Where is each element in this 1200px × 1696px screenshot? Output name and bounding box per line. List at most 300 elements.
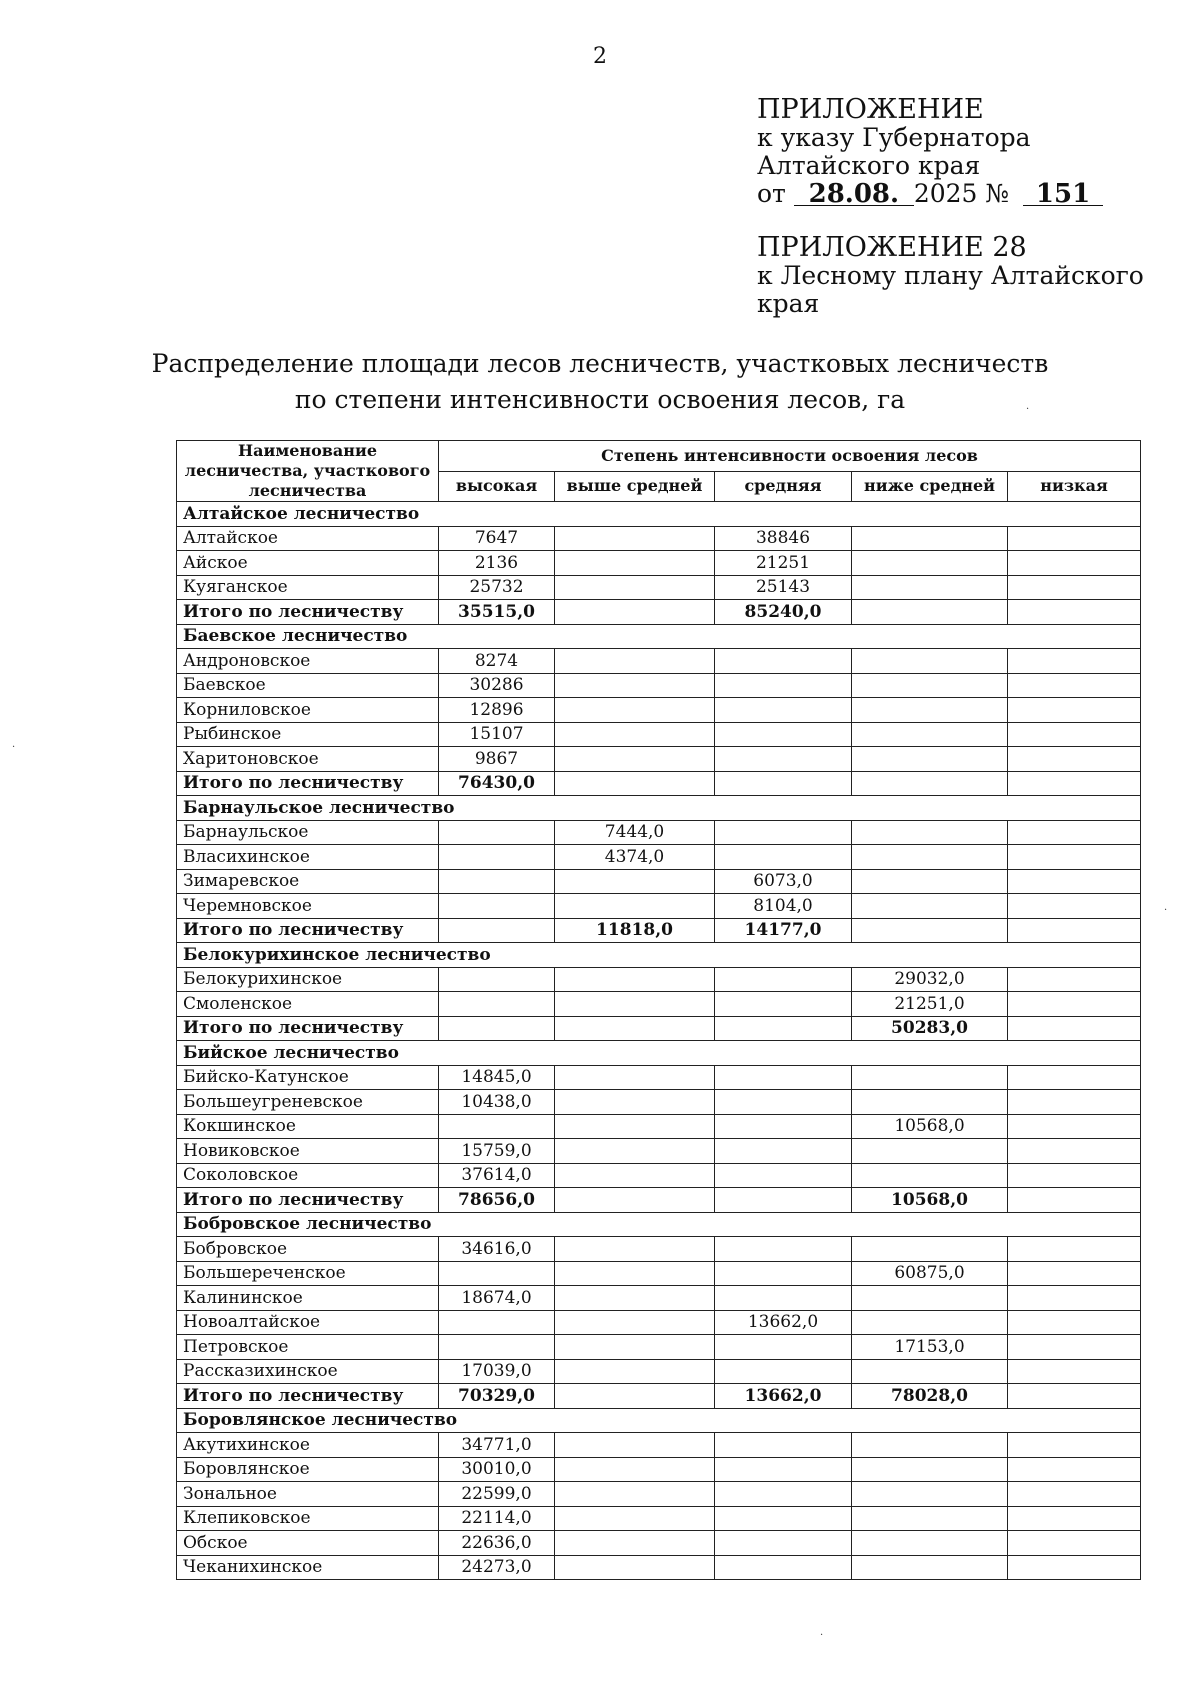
row-name: Корниловское	[177, 698, 439, 723]
scan-speck: ·	[12, 742, 16, 753]
value-cell	[1008, 1016, 1141, 1041]
row-name: Обское	[177, 1531, 439, 1556]
row-name: Баевское	[177, 673, 439, 698]
table-body	[177, 502, 1141, 1580]
forest-intensity-table	[176, 440, 1141, 1580]
section-name: Бобровское лесничество	[177, 1212, 1141, 1237]
value-cell: 78656,0	[439, 1188, 555, 1213]
value-cell	[439, 869, 555, 894]
value-cell	[1008, 649, 1141, 674]
value-cell: 70329,0	[439, 1384, 555, 1409]
value-cell	[852, 551, 1008, 576]
value-cell	[555, 551, 715, 576]
header-col-above-avg: выше средней	[555, 471, 715, 502]
annex28-title: ПРИЛОЖЕНИЕ 28	[757, 232, 1027, 263]
value-cell	[555, 722, 715, 747]
row-name: Итого по лесничеству	[177, 1188, 439, 1213]
value-cell: 17039,0	[439, 1359, 555, 1384]
value-cell: 25732	[439, 575, 555, 600]
value-cell	[1008, 1114, 1141, 1139]
value-cell	[1008, 1384, 1141, 1409]
table-row	[177, 894, 1141, 919]
value-cell: 15759,0	[439, 1139, 555, 1164]
value-cell	[852, 820, 1008, 845]
value-cell	[439, 1335, 555, 1360]
row-name: Айское	[177, 551, 439, 576]
value-cell	[1008, 1090, 1141, 1115]
row-name: Итого по лесничеству	[177, 1384, 439, 1409]
row-name: Черемновское	[177, 894, 439, 919]
value-cell	[852, 1139, 1008, 1164]
value-cell	[715, 1286, 852, 1311]
annex-header	[757, 96, 1157, 318]
value-cell: 24273,0	[439, 1555, 555, 1580]
value-cell	[555, 747, 715, 772]
table-row	[177, 698, 1141, 723]
value-cell: 85240,0	[715, 600, 852, 625]
value-cell: 12896	[439, 698, 555, 723]
value-cell	[555, 1090, 715, 1115]
value-cell: 11818,0	[555, 918, 715, 943]
value-cell: 50283,0	[852, 1016, 1008, 1041]
value-cell	[555, 649, 715, 674]
value-cell	[1008, 1506, 1141, 1531]
section-name: Баевское лесничество	[177, 624, 1141, 649]
value-cell	[852, 1433, 1008, 1458]
decree-date: 28.08.	[794, 183, 914, 206]
table-row	[177, 1482, 1141, 1507]
scan-speck: ·	[1026, 404, 1030, 415]
plan-line-1: к Лесному плану Алтайского	[757, 261, 1144, 290]
value-cell	[715, 1457, 852, 1482]
scan-speck: ·	[820, 1630, 824, 1641]
value-cell: 9867	[439, 747, 555, 772]
value-cell	[439, 992, 555, 1017]
table-row	[177, 649, 1141, 674]
value-cell	[555, 1384, 715, 1409]
row-name: Барнаульское	[177, 820, 439, 845]
value-cell: 21251	[715, 551, 852, 576]
value-cell	[715, 967, 852, 992]
row-name: Кокшинское	[177, 1114, 439, 1139]
value-cell	[555, 575, 715, 600]
value-cell	[1008, 673, 1141, 698]
table-row	[177, 1090, 1141, 1115]
value-cell	[1008, 1139, 1141, 1164]
value-cell: 14177,0	[715, 918, 852, 943]
row-name: Андроновское	[177, 649, 439, 674]
header-col-avg: средняя	[715, 471, 852, 502]
value-cell	[1008, 1531, 1141, 1556]
value-cell: 14845,0	[439, 1065, 555, 1090]
row-name: Харитоновское	[177, 747, 439, 772]
value-cell	[555, 1163, 715, 1188]
value-cell	[555, 992, 715, 1017]
value-cell	[1008, 1482, 1141, 1507]
total-row	[177, 600, 1141, 625]
value-cell	[715, 722, 852, 747]
plan-line-2: края	[757, 289, 820, 318]
row-name: Белокурихинское	[177, 967, 439, 992]
value-cell	[1008, 1163, 1141, 1188]
value-cell	[715, 771, 852, 796]
value-cell	[1008, 1335, 1141, 1360]
header-group-cell: Степень интенсивности освоения лесов	[439, 441, 1141, 472]
table-row	[177, 1286, 1141, 1311]
value-cell	[715, 1016, 852, 1041]
value-cell	[555, 1531, 715, 1556]
value-cell	[852, 698, 1008, 723]
row-name: Итого по лесничеству	[177, 918, 439, 943]
value-cell	[852, 575, 1008, 600]
value-cell	[715, 820, 852, 845]
value-cell	[555, 1359, 715, 1384]
value-cell: 10568,0	[852, 1114, 1008, 1139]
value-cell	[852, 1531, 1008, 1556]
section-row	[177, 1408, 1141, 1433]
annex-title: ПРИЛОЖЕНИЕ	[757, 94, 984, 125]
table-row	[177, 820, 1141, 845]
value-cell	[715, 1188, 852, 1213]
value-cell	[852, 1065, 1008, 1090]
row-name: Петровское	[177, 1335, 439, 1360]
value-cell	[852, 869, 1008, 894]
value-cell: 10568,0	[852, 1188, 1008, 1213]
value-cell	[555, 771, 715, 796]
value-cell: 34771,0	[439, 1433, 555, 1458]
value-cell	[715, 1506, 852, 1531]
value-cell	[555, 1237, 715, 1262]
value-cell	[852, 771, 1008, 796]
table-row	[177, 575, 1141, 600]
value-cell	[715, 1531, 852, 1556]
value-cell: 30286	[439, 673, 555, 698]
row-name: Большеугреневское	[177, 1090, 439, 1115]
value-cell	[852, 894, 1008, 919]
row-name: Калининское	[177, 1286, 439, 1311]
value-cell	[715, 992, 852, 1017]
total-row	[177, 1384, 1141, 1409]
value-cell	[852, 1310, 1008, 1335]
value-cell: 7444,0	[555, 820, 715, 845]
value-cell	[1008, 820, 1141, 845]
row-name: Бийско-Катунское	[177, 1065, 439, 1090]
value-cell: 76430,0	[439, 771, 555, 796]
value-cell	[555, 967, 715, 992]
value-cell	[439, 918, 555, 943]
value-cell	[852, 1090, 1008, 1115]
row-name: Итого по лесничеству	[177, 1016, 439, 1041]
table-row	[177, 1139, 1141, 1164]
value-cell	[1008, 1555, 1141, 1580]
value-cell	[1008, 526, 1141, 551]
value-cell	[555, 1310, 715, 1335]
table-row	[177, 1163, 1141, 1188]
table-row	[177, 526, 1141, 551]
table-row	[177, 722, 1141, 747]
value-cell	[555, 1065, 715, 1090]
section-name: Алтайское лесничество	[177, 502, 1141, 527]
row-name: Клепиковское	[177, 1506, 439, 1531]
value-cell: 21251,0	[852, 992, 1008, 1017]
value-cell	[555, 894, 715, 919]
value-cell	[1008, 771, 1141, 796]
value-cell	[1008, 600, 1141, 625]
row-name: Зональное	[177, 1482, 439, 1507]
value-cell	[555, 1114, 715, 1139]
value-cell	[852, 1506, 1008, 1531]
value-cell	[715, 673, 852, 698]
region-line: Алтайского края	[757, 151, 981, 180]
section-row	[177, 796, 1141, 821]
value-cell	[852, 1359, 1008, 1384]
value-cell	[555, 698, 715, 723]
value-cell	[852, 649, 1008, 674]
date-prefix: от	[757, 179, 786, 208]
value-cell	[852, 1237, 1008, 1262]
value-cell	[555, 1188, 715, 1213]
title-line-1: Распределение площади лесов лесничеств, участковых лесничеств	[151, 349, 1049, 378]
row-name: Рыбинское	[177, 722, 439, 747]
row-name: Соколовское	[177, 1163, 439, 1188]
row-name: Акутихинское	[177, 1433, 439, 1458]
value-cell	[1008, 918, 1141, 943]
table-row	[177, 551, 1141, 576]
value-cell	[555, 1506, 715, 1531]
value-cell	[715, 698, 852, 723]
value-cell: 4374,0	[555, 845, 715, 870]
total-row	[177, 1016, 1141, 1041]
value-cell: 37614,0	[439, 1163, 555, 1188]
header-name-cell: Наименование лесничества, участкового лесничества	[177, 441, 439, 502]
value-cell: 29032,0	[852, 967, 1008, 992]
value-cell	[439, 820, 555, 845]
value-cell	[715, 1335, 852, 1360]
value-cell: 10438,0	[439, 1090, 555, 1115]
value-cell	[439, 845, 555, 870]
table-row	[177, 992, 1141, 1017]
value-cell	[555, 1433, 715, 1458]
value-cell	[439, 1016, 555, 1041]
value-cell	[555, 1457, 715, 1482]
total-row	[177, 1188, 1141, 1213]
value-cell	[439, 894, 555, 919]
row-name: Зимаревское	[177, 869, 439, 894]
table-row	[177, 1359, 1141, 1384]
value-cell	[852, 1555, 1008, 1580]
value-cell: 30010,0	[439, 1457, 555, 1482]
table-row	[177, 845, 1141, 870]
value-cell	[555, 1286, 715, 1311]
section-row	[177, 624, 1141, 649]
table-row	[177, 1555, 1141, 1580]
value-cell	[1008, 967, 1141, 992]
section-name: Белокурихинское лесничество	[177, 943, 1141, 968]
value-cell	[439, 1114, 555, 1139]
page-number: 2	[593, 44, 607, 69]
table-row	[177, 1531, 1141, 1556]
value-cell: 25143	[715, 575, 852, 600]
table-row	[177, 1310, 1141, 1335]
value-cell	[715, 1261, 852, 1286]
value-cell	[1008, 845, 1141, 870]
value-cell	[555, 1016, 715, 1041]
value-cell	[555, 869, 715, 894]
value-cell: 22599,0	[439, 1482, 555, 1507]
row-name: Смоленское	[177, 992, 439, 1017]
value-cell	[1008, 1310, 1141, 1335]
table-row	[177, 673, 1141, 698]
value-cell	[852, 747, 1008, 772]
decree-date-line	[757, 180, 1157, 208]
value-cell: 38846	[715, 526, 852, 551]
value-cell	[1008, 575, 1141, 600]
value-cell	[715, 1114, 852, 1139]
row-name: Чеканихинское	[177, 1555, 439, 1580]
value-cell	[555, 1335, 715, 1360]
value-cell	[1008, 1457, 1141, 1482]
table-row	[177, 1457, 1141, 1482]
value-cell	[852, 1286, 1008, 1311]
value-cell	[555, 1482, 715, 1507]
value-cell: 78028,0	[852, 1384, 1008, 1409]
value-cell	[715, 1237, 852, 1262]
table-row	[177, 967, 1141, 992]
value-cell	[555, 1261, 715, 1286]
value-cell: 18674,0	[439, 1286, 555, 1311]
value-cell	[715, 1482, 852, 1507]
value-cell	[1008, 1286, 1141, 1311]
table-row	[177, 1433, 1141, 1458]
table-row	[177, 869, 1141, 894]
value-cell: 17153,0	[852, 1335, 1008, 1360]
value-cell	[1008, 1261, 1141, 1286]
value-cell	[852, 1163, 1008, 1188]
decree-year: 2025 №	[913, 179, 1010, 208]
row-name: Куяганское	[177, 575, 439, 600]
value-cell	[852, 722, 1008, 747]
value-cell: 13662,0	[715, 1384, 852, 1409]
row-name: Власихинское	[177, 845, 439, 870]
section-row	[177, 1212, 1141, 1237]
value-cell: 6073,0	[715, 869, 852, 894]
header-col-below-avg: ниже средней	[852, 471, 1008, 502]
section-row	[177, 943, 1141, 968]
section-row	[177, 502, 1141, 527]
row-name: Новиковское	[177, 1139, 439, 1164]
row-name: Большереченское	[177, 1261, 439, 1286]
value-cell	[555, 1139, 715, 1164]
value-cell: 8104,0	[715, 894, 852, 919]
decree-number: 151	[1023, 183, 1103, 206]
value-cell: 22114,0	[439, 1506, 555, 1531]
value-cell	[439, 1310, 555, 1335]
value-cell	[1008, 747, 1141, 772]
value-cell	[852, 1482, 1008, 1507]
value-cell	[715, 1163, 852, 1188]
section-name: Барнаульское лесничество	[177, 796, 1141, 821]
table-row	[177, 1506, 1141, 1531]
value-cell: 60875,0	[852, 1261, 1008, 1286]
value-cell	[555, 1555, 715, 1580]
table-row	[177, 1114, 1141, 1139]
value-cell: 13662,0	[715, 1310, 852, 1335]
value-cell: 22636,0	[439, 1531, 555, 1556]
value-cell	[1008, 1237, 1141, 1262]
value-cell	[852, 918, 1008, 943]
value-cell	[715, 1090, 852, 1115]
value-cell	[715, 1359, 852, 1384]
value-cell	[555, 600, 715, 625]
header-col-high: высокая	[439, 471, 555, 502]
table-row	[177, 1237, 1141, 1262]
row-name: Итого по лесничеству	[177, 771, 439, 796]
table-row	[177, 747, 1141, 772]
row-name: Алтайское	[177, 526, 439, 551]
value-cell	[1008, 1065, 1141, 1090]
value-cell	[715, 747, 852, 772]
value-cell	[852, 526, 1008, 551]
total-row	[177, 771, 1141, 796]
row-name: Новоалтайское	[177, 1310, 439, 1335]
value-cell	[1008, 1188, 1141, 1213]
row-name: Итого по лесничеству	[177, 600, 439, 625]
row-name: Бобровское	[177, 1237, 439, 1262]
title-line-2: по степени интенсивности освоения лесов, га	[294, 385, 906, 414]
total-row	[177, 918, 1141, 943]
document-title	[0, 346, 1200, 418]
decree-line: к указу Губернатора	[757, 123, 1031, 152]
value-cell: 15107	[439, 722, 555, 747]
value-cell	[1008, 551, 1141, 576]
value-cell	[715, 1065, 852, 1090]
value-cell	[555, 526, 715, 551]
row-name: Рассказихинское	[177, 1359, 439, 1384]
value-cell	[852, 600, 1008, 625]
value-cell	[715, 845, 852, 870]
section-name: Бийское лесничество	[177, 1041, 1141, 1066]
row-name: Боровлянское	[177, 1457, 439, 1482]
section-row	[177, 1041, 1141, 1066]
value-cell	[715, 1433, 852, 1458]
scan-speck: ·	[1164, 905, 1168, 916]
value-cell	[1008, 894, 1141, 919]
value-cell	[715, 1555, 852, 1580]
table-row	[177, 1261, 1141, 1286]
value-cell	[1008, 992, 1141, 1017]
value-cell: 34616,0	[439, 1237, 555, 1262]
value-cell	[1008, 698, 1141, 723]
section-name: Боровлянское лесничество	[177, 1408, 1141, 1433]
value-cell	[439, 1261, 555, 1286]
value-cell: 35515,0	[439, 600, 555, 625]
header-col-low: низкая	[1008, 471, 1141, 502]
value-cell: 8274	[439, 649, 555, 674]
table-row	[177, 1335, 1141, 1360]
value-cell	[1008, 722, 1141, 747]
value-cell	[715, 649, 852, 674]
value-cell	[852, 845, 1008, 870]
value-cell	[1008, 1433, 1141, 1458]
table-row	[177, 1065, 1141, 1090]
value-cell	[852, 673, 1008, 698]
value-cell	[555, 673, 715, 698]
value-cell	[715, 1139, 852, 1164]
value-cell	[1008, 869, 1141, 894]
value-cell	[1008, 1359, 1141, 1384]
value-cell: 2136	[439, 551, 555, 576]
value-cell	[439, 967, 555, 992]
